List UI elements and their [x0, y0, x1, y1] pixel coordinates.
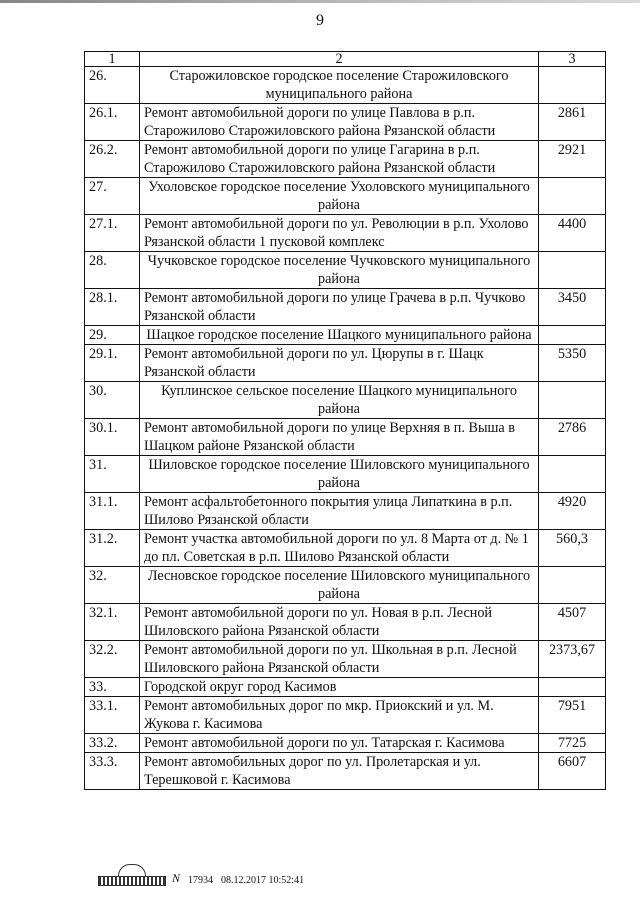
- description-cell: Ремонт автомобильной дороги по ул. Татарская г. Касимова: [140, 734, 539, 753]
- section-title-cell: Шиловское городское поселение Шиловского муниципального района: [140, 456, 539, 493]
- signature-mark: N: [172, 871, 181, 885]
- section-title-cell: Куплинское сельское поселение Шацкого муниципального района: [140, 382, 539, 419]
- row-number-cell: 33.1.: [85, 697, 140, 734]
- description-cell: Ремонт участка автомобильной дороги по ул. 8 Марта от д. № 1 до пл. Советская в р.п. Шилово Рязанской области: [140, 530, 539, 567]
- table-header-row: [85, 52, 606, 67]
- row-number-cell: 26.: [85, 67, 140, 104]
- row-number-cell: 28.: [85, 252, 140, 289]
- amount-cell: 6607: [539, 753, 606, 790]
- section-row: [85, 382, 606, 419]
- row-number-cell: 27.: [85, 178, 140, 215]
- document-timestamp: 08.12.2017 10:52:41: [221, 875, 305, 886]
- amount-cell: [539, 67, 606, 104]
- section-row: [85, 178, 606, 215]
- column-header-3: 3: [539, 52, 606, 67]
- column-header-2: 2: [140, 52, 539, 67]
- table-row: [85, 104, 606, 141]
- table-row: [85, 734, 606, 753]
- row-number-cell: 33.2.: [85, 734, 140, 753]
- amount-cell: 4920: [539, 493, 606, 530]
- section-row: [85, 252, 606, 289]
- section-row: [85, 326, 606, 345]
- description-cell: Ремонт автомобильной дороги по ул. Школьная в р.п. Лесной Шиловского района Рязанской области: [140, 641, 539, 678]
- row-number-cell: 33.3.: [85, 753, 140, 790]
- description-cell: Ремонт автомобильной дороги по улице Гагарина в р.п. Старожилово Старожиловского района Рязанской области: [140, 141, 539, 178]
- amount-cell: [539, 456, 606, 493]
- amount-cell: 7951: [539, 697, 606, 734]
- row-number-cell: 31.2.: [85, 530, 140, 567]
- section-row: [85, 678, 606, 697]
- amount-cell: 5350: [539, 345, 606, 382]
- scan-edge: [0, 0, 640, 3]
- table-row: [85, 419, 606, 456]
- amount-cell: [539, 252, 606, 289]
- amount-cell: 2373,67: [539, 641, 606, 678]
- table-row: [85, 697, 606, 734]
- row-number-cell: 31.1.: [85, 493, 140, 530]
- amount-cell: [539, 567, 606, 604]
- section-row: [85, 456, 606, 493]
- description-cell: Ремонт автомобильной дороги по улице Павлова в р.п. Старожилово Старожиловского района Рязанской области: [140, 104, 539, 141]
- column-header-1: 1: [85, 52, 140, 67]
- row-number-cell: 29.: [85, 326, 140, 345]
- table-row: [85, 493, 606, 530]
- amount-cell: 4507: [539, 604, 606, 641]
- section-title-cell: Старожиловское городское поселение Старожиловского муниципального района: [140, 67, 539, 104]
- amount-cell: 2921: [539, 141, 606, 178]
- page-number: 9: [316, 12, 324, 29]
- section-title-cell: Шацкое городское поселение Шацкого муниципального района: [140, 326, 539, 345]
- description-cell: Ремонт автомобильной дороги по ул. Новая в р.п. Лесной Шиловского района Рязанской области: [140, 604, 539, 641]
- section-row: [85, 67, 606, 104]
- amount-cell: 4400: [539, 215, 606, 252]
- amount-cell: 7725: [539, 734, 606, 753]
- description-cell: Ремонт автомобильных дорог по ул. Пролетарская и ул. Терешковой г. Касимова: [140, 753, 539, 790]
- amount-cell: [539, 382, 606, 419]
- table-row: [85, 289, 606, 326]
- row-number-cell: 31.: [85, 456, 140, 493]
- description-cell: Ремонт асфальтобетонного покрытия улица Липаткина в р.п. Шилово Рязанской области: [140, 493, 539, 530]
- description-cell: Ремонт автомобильной дороги по улице Верхняя в п. Выша в Шацком районе Рязанской области: [140, 419, 539, 456]
- row-number-cell: 32.: [85, 567, 140, 604]
- table-row: [85, 604, 606, 641]
- footer: [98, 860, 304, 886]
- description-cell: Ремонт автомобильной дороги по улице Грачева в р.п. Чучково Рязанской области: [140, 289, 539, 326]
- section-title-cell: Чучковское городское поселение Чучковского муниципального района: [140, 252, 539, 289]
- section-title-cell: Лесновское городское поселение Шиловского муниципального района: [140, 567, 539, 604]
- row-number-cell: 29.1.: [85, 345, 140, 382]
- row-number-cell: 26.2.: [85, 141, 140, 178]
- road-repair-table: [84, 51, 606, 790]
- document-number: 17934: [188, 875, 214, 886]
- table-row: [85, 530, 606, 567]
- amount-cell: [539, 678, 606, 697]
- row-number-cell: 27.1.: [85, 215, 140, 252]
- amount-cell: 560,3: [539, 530, 606, 567]
- row-number-cell: 33.: [85, 678, 140, 697]
- table-row: [85, 753, 606, 790]
- amount-cell: [539, 326, 606, 345]
- description-cell: Ремонт автомобильной дороги по ул. Революции в р.п. Ухолово Рязанской области 1 пусковой комплекс: [140, 215, 539, 252]
- stamp-logo-icon: [98, 864, 164, 886]
- table-row: [85, 345, 606, 382]
- row-number-cell: 32.2.: [85, 641, 140, 678]
- table-row: [85, 215, 606, 252]
- section-title-cell: Ухоловское городское поселение Ухоловского муниципального района: [140, 178, 539, 215]
- row-number-cell: 28.1.: [85, 289, 140, 326]
- section-title-cell: Городской округ город Касимов: [140, 678, 539, 697]
- amount-cell: 3450: [539, 289, 606, 326]
- row-number-cell: 30.1.: [85, 419, 140, 456]
- table-row: [85, 641, 606, 678]
- amount-cell: 2786: [539, 419, 606, 456]
- description-cell: Ремонт автомобильных дорог по мкр. Приокский и ул. М. Жукова г. Касимова: [140, 697, 539, 734]
- section-row: [85, 567, 606, 604]
- row-number-cell: 30.: [85, 382, 140, 419]
- row-number-cell: 26.1.: [85, 104, 140, 141]
- amount-cell: 2861: [539, 104, 606, 141]
- row-number-cell: 32.1.: [85, 604, 140, 641]
- table-row: [85, 141, 606, 178]
- description-cell: Ремонт автомобильной дороги по ул. Цюрупы в г. Шацк Рязанской области: [140, 345, 539, 382]
- amount-cell: [539, 178, 606, 215]
